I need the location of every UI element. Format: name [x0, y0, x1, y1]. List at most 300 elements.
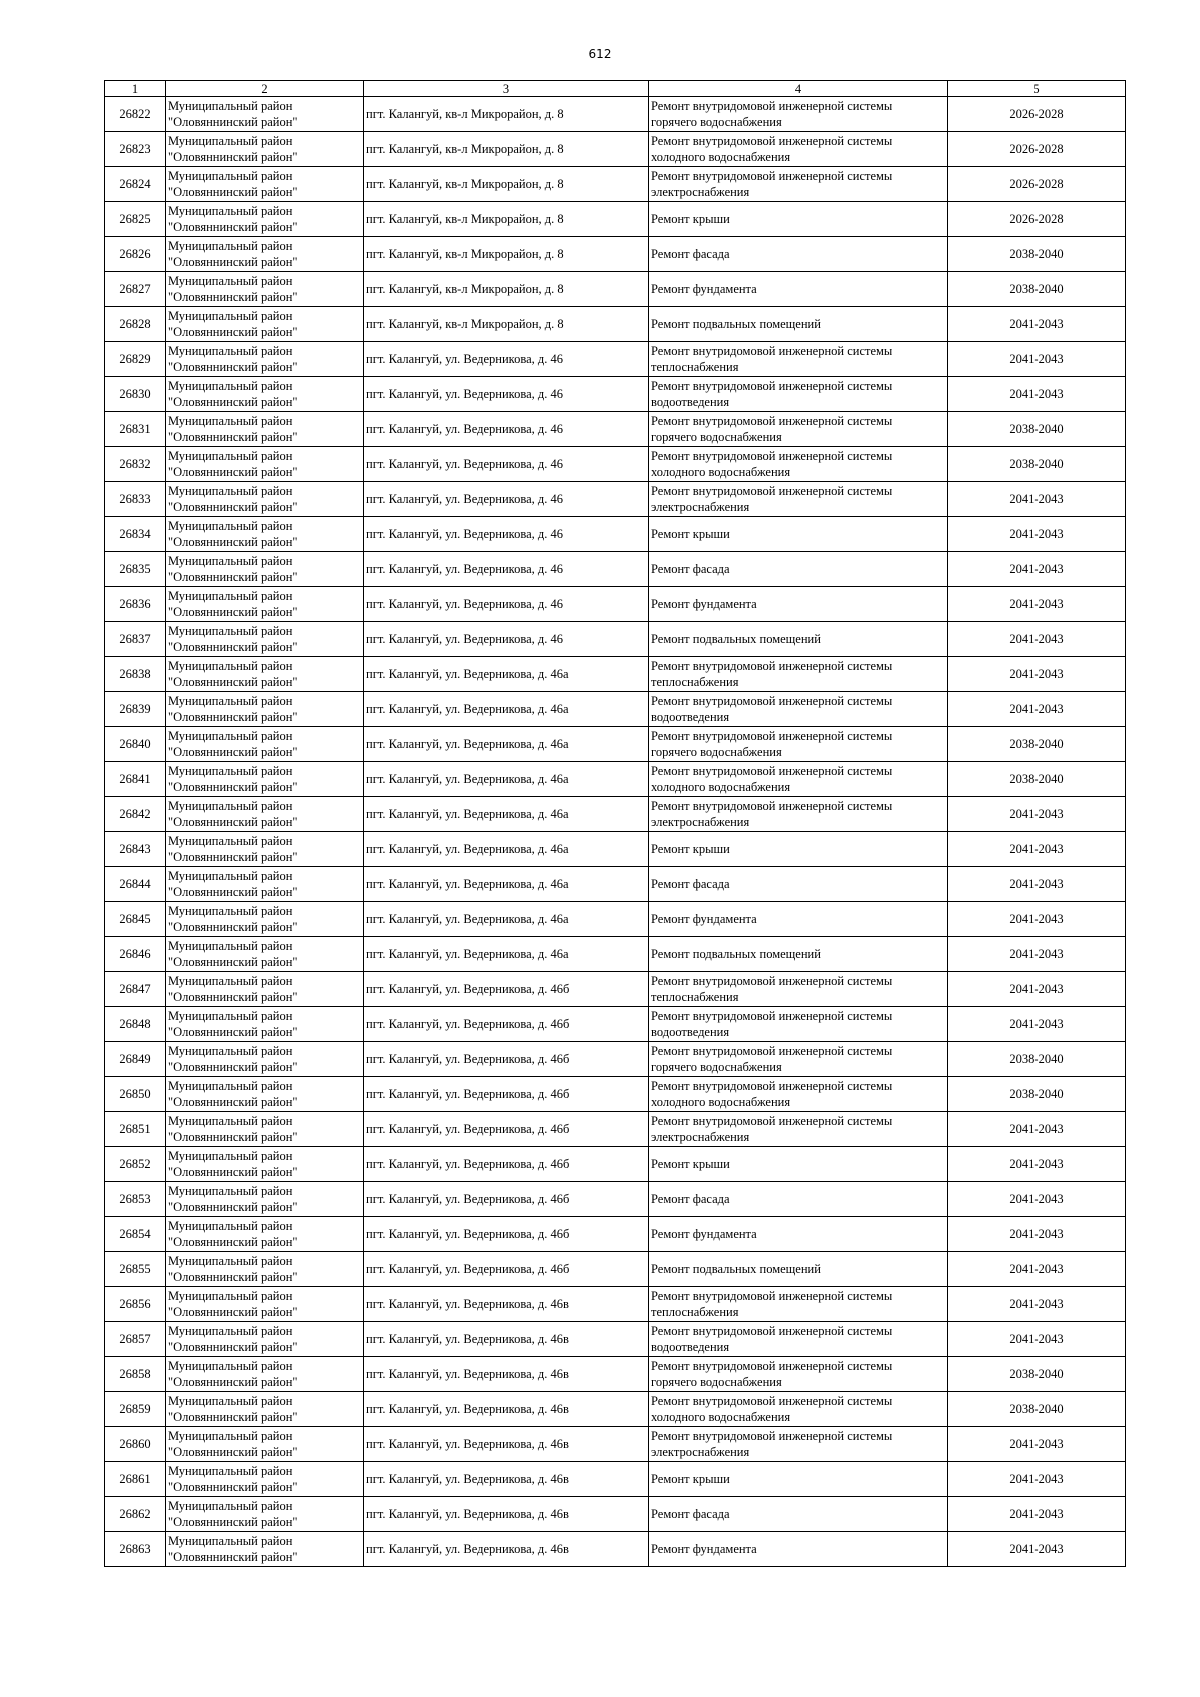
- address-cell: пгт. Калангуй, ул. Ведерникова, д. 46: [364, 517, 649, 552]
- address-cell: пгт. Калангуй, ул. Ведерникова, д. 46: [364, 552, 649, 587]
- municipality-cell: [166, 1287, 364, 1322]
- column-header-2: 2: [166, 81, 364, 97]
- municipality-line-1: Муниципальный район: [168, 1464, 293, 1478]
- municipality-line-1: Муниципальный район: [168, 449, 293, 463]
- work-type-cell: [649, 1182, 948, 1217]
- table-row: [105, 1287, 1126, 1322]
- work-type-cell: [649, 1427, 948, 1462]
- period-cell: 2041-2043: [948, 1182, 1126, 1217]
- address-cell: пгт. Калангуй, ул. Ведерникова, д. 46а: [364, 937, 649, 972]
- municipality-line-2: "Оловяннинский район": [168, 150, 298, 164]
- address-cell: пгт. Калангуй, ул. Ведерникова, д. 46а: [364, 867, 649, 902]
- work-type-line-1: Ремонт подвальных помещений: [651, 947, 821, 961]
- period-cell: 2026-2028: [948, 97, 1126, 132]
- work-type-cell: [649, 377, 948, 412]
- municipality-cell: [166, 1252, 364, 1287]
- period-cell: 2041-2043: [948, 517, 1126, 552]
- period-cell: 2041-2043: [948, 1112, 1126, 1147]
- municipality-line-2: "Оловяннинский район": [168, 1375, 298, 1389]
- municipality-line-2: "Оловяннинский район": [168, 1445, 298, 1459]
- table-row: [105, 1112, 1126, 1147]
- work-type-cell: [649, 132, 948, 167]
- work-type-line-1: Ремонт внутридомовой инженерной системы: [651, 1009, 893, 1023]
- period-cell: 2041-2043: [948, 797, 1126, 832]
- municipality-line-1: Муниципальный район: [168, 939, 293, 953]
- table-row: [105, 1217, 1126, 1252]
- municipality-cell: [166, 622, 364, 657]
- work-type-line-2: электроснабжения: [651, 1130, 750, 1144]
- municipality-line-2: "Оловяннинский район": [168, 640, 298, 654]
- municipality-line-2: "Оловяннинский район": [168, 290, 298, 304]
- work-type-line-1: Ремонт фасада: [651, 877, 730, 891]
- municipality-line-1: Муниципальный район: [168, 624, 293, 638]
- address-cell: пгт. Калангуй, ул. Ведерникова, д. 46б: [364, 1007, 649, 1042]
- address-cell: пгт. Калангуй, ул. Ведерникова, д. 46: [364, 622, 649, 657]
- municipality-cell: [166, 307, 364, 342]
- municipality-line-1: Муниципальный район: [168, 379, 293, 393]
- column-header-4: 4: [649, 81, 948, 97]
- column-header-5: 5: [948, 81, 1126, 97]
- period-cell: 2038-2040: [948, 237, 1126, 272]
- period-cell: 2041-2043: [948, 1427, 1126, 1462]
- work-type-line-1: Ремонт фундамента: [651, 1542, 757, 1556]
- row-number-cell: 26854: [105, 1217, 166, 1252]
- municipality-cell: [166, 972, 364, 1007]
- work-type-cell: [649, 1007, 948, 1042]
- municipality-cell: [166, 377, 364, 412]
- table-row: [105, 902, 1126, 937]
- work-type-line-1: Ремонт внутридомовой инженерной системы: [651, 414, 893, 428]
- address-cell: пгт. Калангуй, ул. Ведерникова, д. 46: [364, 377, 649, 412]
- row-number-cell: 26860: [105, 1427, 166, 1462]
- period-cell: 2041-2043: [948, 1322, 1126, 1357]
- page-number: 612: [588, 47, 612, 61]
- municipality-cell: [166, 937, 364, 972]
- municipality-cell: [166, 832, 364, 867]
- municipality-line-1: Муниципальный район: [168, 1184, 293, 1198]
- municipality-line-1: Муниципальный район: [168, 1324, 293, 1338]
- municipality-line-2: "Оловяннинский район": [168, 1550, 298, 1564]
- municipality-line-1: Муниципальный район: [168, 134, 293, 148]
- municipality-line-1: Муниципальный район: [168, 414, 293, 428]
- row-number-cell: 26842: [105, 797, 166, 832]
- period-cell: 2041-2043: [948, 937, 1126, 972]
- period-cell: 2041-2043: [948, 1532, 1126, 1567]
- table-row: [105, 167, 1126, 202]
- work-type-line-2: электроснабжения: [651, 500, 750, 514]
- municipality-line-2: "Оловяннинский район": [168, 1305, 298, 1319]
- row-number-cell: 26837: [105, 622, 166, 657]
- table-row: [105, 1497, 1126, 1532]
- table-row: [105, 237, 1126, 272]
- municipality-cell: [166, 657, 364, 692]
- address-cell: пгт. Калангуй, ул. Ведерникова, д. 46б: [364, 1182, 649, 1217]
- table-row: [105, 412, 1126, 447]
- row-number-cell: 26826: [105, 237, 166, 272]
- address-cell: пгт. Калангуй, ул. Ведерникова, д. 46а: [364, 727, 649, 762]
- row-number-cell: 26861: [105, 1462, 166, 1497]
- municipality-line-1: Муниципальный район: [168, 1394, 293, 1408]
- municipality-line-1: Муниципальный район: [168, 519, 293, 533]
- period-cell: 2041-2043: [948, 1287, 1126, 1322]
- work-type-line-2: холодного водоснабжения: [651, 465, 791, 479]
- period-cell: 2041-2043: [948, 832, 1126, 867]
- municipality-line-2: "Оловяннинский район": [168, 1480, 298, 1494]
- table-row: [105, 972, 1126, 1007]
- work-type-line-1: Ремонт фасада: [651, 562, 730, 576]
- work-type-line-1: Ремонт внутридомовой инженерной системы: [651, 169, 893, 183]
- period-cell: 2041-2043: [948, 482, 1126, 517]
- row-number-cell: 26850: [105, 1077, 166, 1112]
- municipality-line-2: "Оловяннинский район": [168, 220, 298, 234]
- municipality-line-1: Муниципальный район: [168, 799, 293, 813]
- municipality-cell: [166, 167, 364, 202]
- period-cell: 2041-2043: [948, 867, 1126, 902]
- municipality-line-1: Муниципальный район: [168, 1289, 293, 1303]
- work-type-cell: [649, 657, 948, 692]
- municipality-line-2: "Оловяннинский район": [168, 1165, 298, 1179]
- municipality-line-1: Муниципальный район: [168, 1114, 293, 1128]
- address-cell: пгт. Калангуй, кв-л Микрорайон, д. 8: [364, 97, 649, 132]
- address-cell: пгт. Калангуй, ул. Ведерникова, д. 46в: [364, 1462, 649, 1497]
- row-number-cell: 26839: [105, 692, 166, 727]
- table-header: [105, 81, 1126, 97]
- row-number-cell: 26833: [105, 482, 166, 517]
- table-row: [105, 1427, 1126, 1462]
- period-cell: 2038-2040: [948, 447, 1126, 482]
- municipality-cell: [166, 237, 364, 272]
- municipality-line-1: Муниципальный район: [168, 1149, 293, 1163]
- municipality-line-2: "Оловяннинский район": [168, 1095, 298, 1109]
- address-cell: пгт. Калангуй, ул. Ведерникова, д. 46а: [364, 832, 649, 867]
- work-type-cell: [649, 902, 948, 937]
- work-type-line-1: Ремонт внутридомовой инженерной системы: [651, 1359, 893, 1373]
- table-row: [105, 587, 1126, 622]
- work-type-line-1: Ремонт внутридомовой инженерной системы: [651, 694, 893, 708]
- row-number-cell: 26843: [105, 832, 166, 867]
- table-row: [105, 377, 1126, 412]
- row-number-cell: 26862: [105, 1497, 166, 1532]
- municipality-line-2: "Оловяннинский район": [168, 675, 298, 689]
- work-type-line-1: Ремонт фасада: [651, 247, 730, 261]
- municipality-cell: [166, 1427, 364, 1462]
- work-type-line-1: Ремонт внутридомовой инженерной системы: [651, 1044, 893, 1058]
- header-row: [105, 81, 1126, 97]
- work-type-cell: [649, 972, 948, 1007]
- period-cell: 2041-2043: [948, 1462, 1126, 1497]
- work-type-cell: [649, 202, 948, 237]
- municipality-cell: [166, 1322, 364, 1357]
- work-type-line-1: Ремонт внутридомовой инженерной системы: [651, 1394, 893, 1408]
- municipality-cell: [166, 727, 364, 762]
- address-cell: пгт. Калангуй, ул. Ведерникова, д. 46в: [364, 1532, 649, 1567]
- row-number-cell: 26849: [105, 1042, 166, 1077]
- municipality-line-2: "Оловяннинский район": [168, 1410, 298, 1424]
- municipality-cell: [166, 692, 364, 727]
- municipality-cell: [166, 587, 364, 622]
- municipality-line-2: "Оловяннинский район": [168, 1025, 298, 1039]
- work-type-cell: [649, 1252, 948, 1287]
- work-type-cell: [649, 237, 948, 272]
- municipality-cell: [166, 132, 364, 167]
- municipality-line-2: "Оловяннинский район": [168, 360, 298, 374]
- table-row: [105, 1147, 1126, 1182]
- municipality-line-2: "Оловяннинский район": [168, 325, 298, 339]
- municipality-cell: [166, 412, 364, 447]
- table-row: [105, 1182, 1126, 1217]
- work-type-line-1: Ремонт фундамента: [651, 282, 757, 296]
- period-cell: 2038-2040: [948, 412, 1126, 447]
- table-row: [105, 482, 1126, 517]
- municipality-cell: [166, 1077, 364, 1112]
- work-type-line-1: Ремонт фундамента: [651, 1227, 757, 1241]
- row-number-cell: 26847: [105, 972, 166, 1007]
- work-type-line-1: Ремонт внутридомовой инженерной системы: [651, 1289, 893, 1303]
- period-cell: 2041-2043: [948, 587, 1126, 622]
- work-type-line-1: Ремонт внутридомовой инженерной системы: [651, 1429, 893, 1443]
- table-row: [105, 1392, 1126, 1427]
- address-cell: пгт. Калангуй, ул. Ведерникова, д. 46б: [364, 1042, 649, 1077]
- municipality-line-1: Муниципальный район: [168, 99, 293, 113]
- address-cell: пгт. Калангуй, ул. Ведерникова, д. 46б: [364, 1147, 649, 1182]
- period-cell: 2038-2040: [948, 1042, 1126, 1077]
- work-type-line-2: холодного водоснабжения: [651, 150, 791, 164]
- municipality-line-1: Муниципальный район: [168, 1534, 293, 1548]
- municipality-line-1: Муниципальный район: [168, 729, 293, 743]
- municipality-line-1: Муниципальный район: [168, 1429, 293, 1443]
- table-row: [105, 692, 1126, 727]
- work-type-line-1: Ремонт фундамента: [651, 912, 757, 926]
- table-row: [105, 622, 1126, 657]
- period-cell: 2041-2043: [948, 1007, 1126, 1042]
- period-cell: 2041-2043: [948, 377, 1126, 412]
- row-number-cell: 26832: [105, 447, 166, 482]
- work-type-line-2: теплоснабжения: [651, 360, 739, 374]
- address-cell: пгт. Калангуй, ул. Ведерникова, д. 46б: [364, 972, 649, 1007]
- work-type-line-2: горячего водоснабжения: [651, 1060, 782, 1074]
- municipality-line-1: Муниципальный район: [168, 1254, 293, 1268]
- table-row: [105, 1462, 1126, 1497]
- period-cell: 2026-2028: [948, 167, 1126, 202]
- row-number-cell: 26846: [105, 937, 166, 972]
- address-cell: пгт. Калангуй, ул. Ведерникова, д. 46а: [364, 902, 649, 937]
- work-type-cell: [649, 342, 948, 377]
- address-cell: пгт. Калангуй, ул. Ведерникова, д. 46: [364, 342, 649, 377]
- work-type-cell: [649, 1532, 948, 1567]
- address-cell: пгт. Калангуй, ул. Ведерникова, д. 46в: [364, 1357, 649, 1392]
- municipality-cell: [166, 1532, 364, 1567]
- work-type-line-2: холодного водоснабжения: [651, 1095, 791, 1109]
- table-row: [105, 1357, 1126, 1392]
- table-row: [105, 202, 1126, 237]
- municipality-cell: [166, 272, 364, 307]
- period-cell: 2026-2028: [948, 202, 1126, 237]
- municipality-cell: [166, 97, 364, 132]
- work-type-cell: [649, 692, 948, 727]
- row-number-cell: 26857: [105, 1322, 166, 1357]
- work-type-cell: [649, 832, 948, 867]
- municipality-line-2: "Оловяннинский район": [168, 465, 298, 479]
- municipality-line-1: Муниципальный район: [168, 484, 293, 498]
- work-type-cell: [649, 727, 948, 762]
- work-type-cell: [649, 412, 948, 447]
- table-row: [105, 1532, 1126, 1567]
- work-type-cell: [649, 447, 948, 482]
- municipality-cell: [166, 1007, 364, 1042]
- municipality-cell: [166, 1147, 364, 1182]
- work-type-line-1: Ремонт внутридомовой инженерной системы: [651, 974, 893, 988]
- work-type-line-2: электроснабжения: [651, 815, 750, 829]
- work-type-cell: [649, 937, 948, 972]
- municipality-line-2: "Оловяннинский район": [168, 115, 298, 129]
- municipality-cell: [166, 867, 364, 902]
- row-number-cell: 26841: [105, 762, 166, 797]
- work-type-cell: [649, 1392, 948, 1427]
- work-type-line-2: горячего водоснабжения: [651, 115, 782, 129]
- address-cell: пгт. Калангуй, ул. Ведерникова, д. 46в: [364, 1427, 649, 1462]
- period-cell: 2041-2043: [948, 1497, 1126, 1532]
- work-type-line-1: Ремонт внутридомовой инженерной системы: [651, 799, 893, 813]
- municipality-cell: [166, 517, 364, 552]
- table-row: [105, 342, 1126, 377]
- municipality-line-1: Муниципальный район: [168, 309, 293, 323]
- work-type-line-1: Ремонт внутридомовой инженерной системы: [651, 659, 893, 673]
- municipality-line-1: Муниципальный район: [168, 1359, 293, 1373]
- municipality-line-1: Муниципальный район: [168, 974, 293, 988]
- municipality-line-2: "Оловяннинский район": [168, 1340, 298, 1354]
- address-cell: пгт. Калангуй, ул. Ведерникова, д. 46: [364, 447, 649, 482]
- municipality-line-2: "Оловяннинский район": [168, 570, 298, 584]
- work-type-line-2: теплоснабжения: [651, 1305, 739, 1319]
- table-row: [105, 1322, 1126, 1357]
- table-row: [105, 1077, 1126, 1112]
- period-cell: 2041-2043: [948, 902, 1126, 937]
- row-number-cell: 26824: [105, 167, 166, 202]
- work-type-line-1: Ремонт крыши: [651, 212, 730, 226]
- row-number-cell: 26851: [105, 1112, 166, 1147]
- municipality-cell: [166, 1217, 364, 1252]
- work-type-cell: [649, 1357, 948, 1392]
- period-cell: 2041-2043: [948, 1252, 1126, 1287]
- municipality-line-1: Муниципальный район: [168, 239, 293, 253]
- municipality-line-1: Муниципальный район: [168, 1009, 293, 1023]
- municipality-line-1: Муниципальный район: [168, 204, 293, 218]
- table-row: [105, 1042, 1126, 1077]
- row-number-cell: 26840: [105, 727, 166, 762]
- work-type-cell: [649, 1147, 948, 1182]
- address-cell: пгт. Калангуй, ул. Ведерникова, д. 46б: [364, 1112, 649, 1147]
- row-number-cell: 26836: [105, 587, 166, 622]
- row-number-cell: 26834: [105, 517, 166, 552]
- work-type-cell: [649, 622, 948, 657]
- row-number-cell: 26858: [105, 1357, 166, 1392]
- work-type-line-1: Ремонт внутридомовой инженерной системы: [651, 1114, 893, 1128]
- period-cell: 2038-2040: [948, 762, 1126, 797]
- period-cell: 2041-2043: [948, 342, 1126, 377]
- row-number-cell: 26844: [105, 867, 166, 902]
- row-number-cell: 26830: [105, 377, 166, 412]
- municipality-line-2: "Оловяннинский район": [168, 1200, 298, 1214]
- municipality-line-2: "Оловяннинский район": [168, 1235, 298, 1249]
- work-type-line-2: водоотведения: [651, 710, 730, 724]
- table-row: [105, 272, 1126, 307]
- municipality-cell: [166, 1182, 364, 1217]
- address-cell: пгт. Калангуй, ул. Ведерникова, д. 46а: [364, 762, 649, 797]
- municipality-line-1: Муниципальный район: [168, 659, 293, 673]
- row-number-cell: 26845: [105, 902, 166, 937]
- period-cell: 2041-2043: [948, 307, 1126, 342]
- municipality-cell: [166, 202, 364, 237]
- work-type-cell: [649, 307, 948, 342]
- work-type-cell: [649, 1042, 948, 1077]
- table-body: [105, 97, 1126, 1567]
- column-header-1: 1: [105, 81, 166, 97]
- work-type-line-1: Ремонт внутридомовой инженерной системы: [651, 344, 893, 358]
- municipality-line-2: "Оловяннинский район": [168, 605, 298, 619]
- work-type-cell: [649, 587, 948, 622]
- work-type-cell: [649, 272, 948, 307]
- municipality-line-2: "Оловяннинский район": [168, 710, 298, 724]
- municipality-line-2: "Оловяннинский район": [168, 185, 298, 199]
- municipality-line-1: Муниципальный район: [168, 344, 293, 358]
- work-type-line-2: водоотведения: [651, 1340, 730, 1354]
- period-cell: 2038-2040: [948, 1357, 1126, 1392]
- work-type-line-1: Ремонт крыши: [651, 1157, 730, 1171]
- municipality-line-1: Муниципальный район: [168, 274, 293, 288]
- row-number-cell: 26827: [105, 272, 166, 307]
- municipality-cell: [166, 342, 364, 377]
- municipality-cell: [166, 1357, 364, 1392]
- row-number-cell: 26848: [105, 1007, 166, 1042]
- municipality-cell: [166, 1462, 364, 1497]
- work-type-line-2: водоотведения: [651, 395, 730, 409]
- municipality-cell: [166, 902, 364, 937]
- municipality-cell: [166, 797, 364, 832]
- table-row: [105, 762, 1126, 797]
- municipality-cell: [166, 1042, 364, 1077]
- table-row: [105, 132, 1126, 167]
- municipality-line-1: Муниципальный район: [168, 834, 293, 848]
- table-row: [105, 867, 1126, 902]
- work-type-line-2: водоотведения: [651, 1025, 730, 1039]
- table-row: [105, 797, 1126, 832]
- municipality-line-1: Муниципальный район: [168, 694, 293, 708]
- work-type-cell: [649, 1497, 948, 1532]
- municipality-cell: [166, 1497, 364, 1532]
- work-type-cell: [649, 552, 948, 587]
- row-number-cell: 26831: [105, 412, 166, 447]
- row-number-cell: 26822: [105, 97, 166, 132]
- row-number-cell: 26853: [105, 1182, 166, 1217]
- row-number-cell: 26828: [105, 307, 166, 342]
- work-type-cell: [649, 1322, 948, 1357]
- work-type-line-1: Ремонт фасада: [651, 1192, 730, 1206]
- row-number-cell: 26829: [105, 342, 166, 377]
- work-type-line-2: теплоснабжения: [651, 990, 739, 1004]
- work-type-cell: [649, 1217, 948, 1252]
- work-type-cell: [649, 1287, 948, 1322]
- table-row: [105, 937, 1126, 972]
- work-type-cell: [649, 1112, 948, 1147]
- work-type-cell: [649, 797, 948, 832]
- work-type-cell: [649, 97, 948, 132]
- period-cell: 2041-2043: [948, 1217, 1126, 1252]
- work-type-line-1: Ремонт внутридомовой инженерной системы: [651, 484, 893, 498]
- row-number-cell: 26856: [105, 1287, 166, 1322]
- work-type-line-2: горячего водоснабжения: [651, 1375, 782, 1389]
- municipality-line-2: "Оловяннинский район": [168, 535, 298, 549]
- work-type-line-2: холодного водоснабжения: [651, 1410, 791, 1424]
